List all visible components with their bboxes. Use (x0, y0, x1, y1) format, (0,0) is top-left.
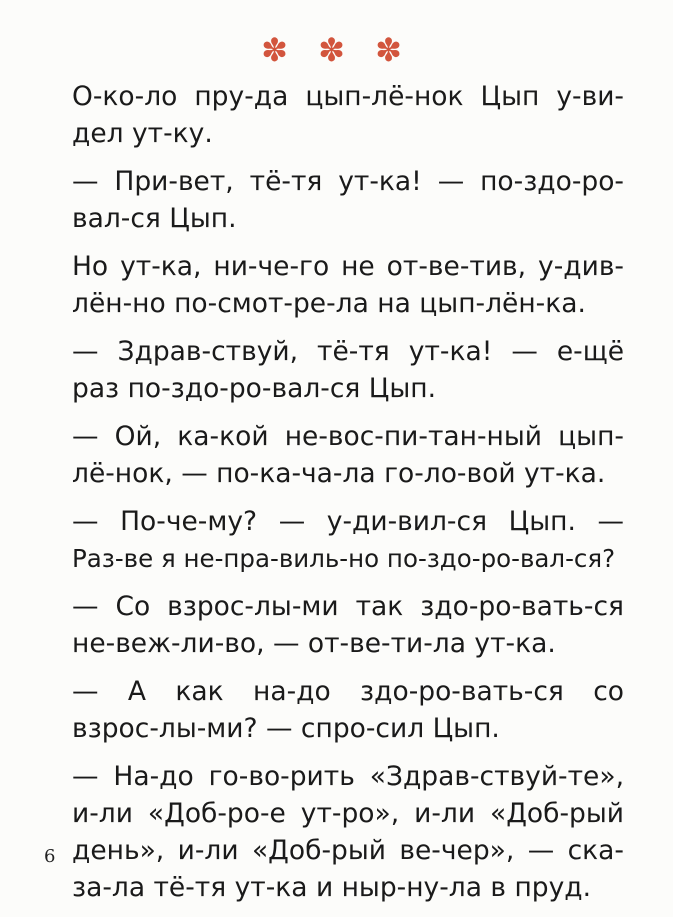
paragraph (72, 503, 624, 577)
text-line: — При-вет, тё-тя ут-ка! — по-здо-ро- (72, 166, 624, 197)
text-line: не-веж-ли-во, — от-ве-ти-ла ут-ка. (72, 628, 556, 659)
text-line: Но ут-ка, ни-че-го не от-ве-тив, у-див- (72, 251, 624, 282)
text-line: Раз-ве я не-пра-виль-но по-здо-ро-вал-ся? (72, 544, 616, 573)
text-line: лён-но по-смот-ре-ла на цып-лён-ка. (72, 288, 586, 319)
text-line: раз по-здо-ро-вал-ся Цып. (72, 373, 436, 404)
story-text (72, 78, 624, 917)
text-line: — Здрав-ствуй, тё-тя ут-ка! — е-щё (72, 336, 624, 367)
page-number: 6 (44, 846, 56, 867)
text-line: и-ли «Доб-ро-е ут-ро», и-ли «Доб-рый (72, 798, 624, 829)
paragraph (72, 248, 624, 322)
text-line: — Со взрос-лы-ми так здо-ро-вать-ся (72, 591, 624, 622)
text-line: день», и-ли «Доб-рый ве-чер», — ска- (72, 835, 624, 866)
text-line: лё-нок, — по-ка-ча-ла го-ло-вой ут-ка. (72, 458, 606, 489)
text-line: за-ла тё-тя ут-ка и ныр-ну-ла в пруд. (72, 872, 592, 903)
paragraph (72, 758, 624, 906)
section-ornament: ✽ ✽ ✽ (261, 31, 412, 69)
paragraph (72, 418, 624, 492)
paragraph (72, 588, 624, 662)
text-line: дел ут-ку. (72, 118, 213, 149)
text-line: О-ко-ло пру-да цып-лё-нок Цып у-ви- (72, 81, 624, 112)
text-line: — По-че-му? — у-ди-вил-ся Цып. — (72, 506, 624, 537)
text-line: — Ой, ка-кой не-вос-пи-тан-ный цып- (72, 421, 624, 452)
paragraph (72, 163, 624, 237)
paragraph (72, 333, 624, 407)
text-line: — На-до го-во-рить «Здрав-ствуй-те», (72, 761, 624, 792)
text-line: взрос-лы-ми? — спро-сил Цып. (72, 713, 500, 744)
text-line: вал-ся Цып. (72, 203, 237, 234)
text-line: — А как на-до здо-ро-вать-ся со (72, 676, 624, 707)
paragraph (72, 78, 624, 152)
paragraph (72, 673, 624, 747)
